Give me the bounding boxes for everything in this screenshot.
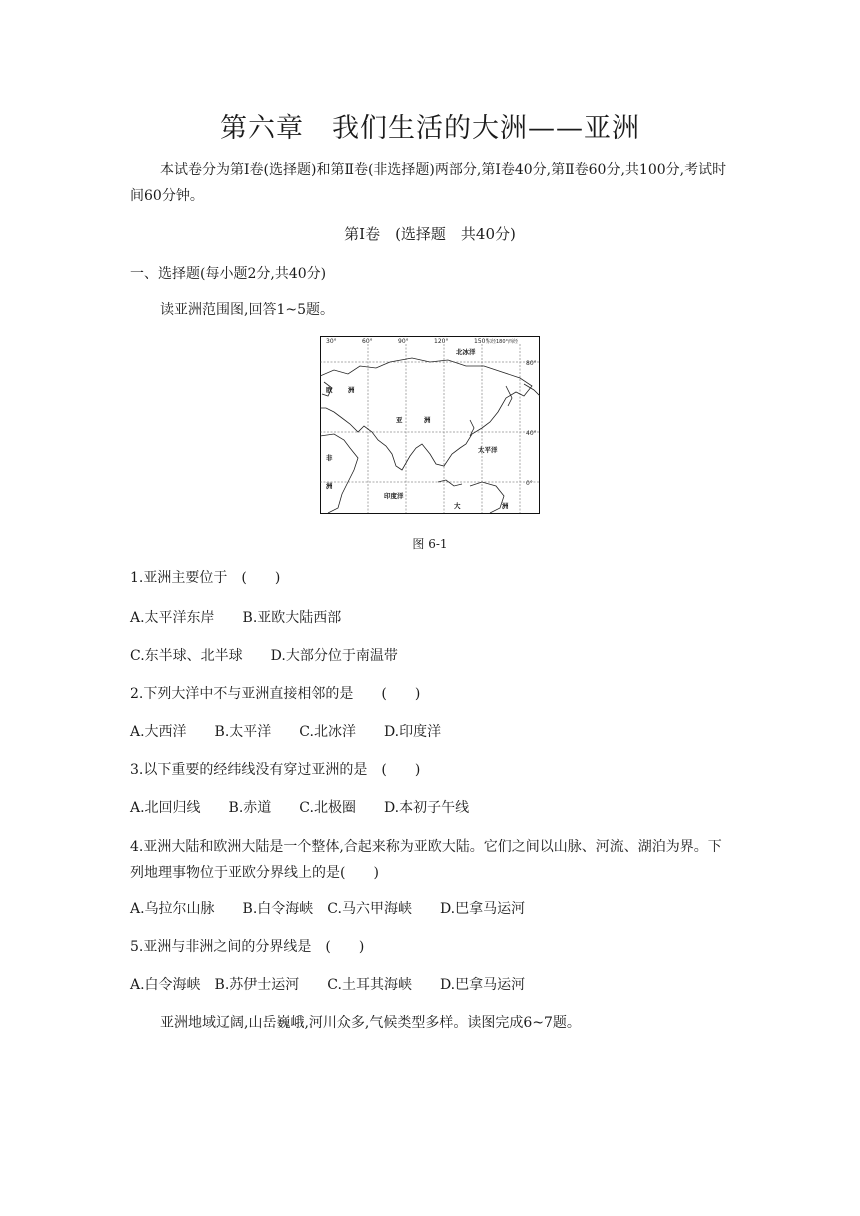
map-caption: 图 6-1 [412,537,448,551]
section-title: 第Ⅰ卷 (选择题 共40分) [344,225,516,243]
question-1-options-a: A.太平洋东岸 B.亚欧大陆西部 [130,610,342,626]
svg-text:150°: 150° [474,338,489,345]
exam-intro: 本试卷分为第Ⅰ卷(选择题)和第Ⅱ卷(非选择题)两部分,第Ⅰ卷40分,第Ⅱ卷60分,共100分,考试时间60分钟。 [130,162,727,204]
svg-text:非: 非 [326,454,333,462]
map-instruction: 读亚洲范围图,回答1~5题。 [160,302,334,318]
svg-text:洲: 洲 [348,386,355,394]
svg-text:东经180°西经: 东经180°西经 [486,339,519,345]
svg-text:90°: 90° [398,338,409,345]
svg-text:120°: 120° [434,338,449,345]
svg-text:印度洋: 印度洋 [384,492,404,500]
svg-text:洲: 洲 [502,502,509,510]
svg-text:太平洋: 太平洋 [478,446,498,454]
question-1-options-b: C.东半球、北半球 D.大部分位于南温带 [130,648,398,664]
chapter-title: 第六章 我们生活的大洲——亚洲 [220,113,640,144]
svg-text:洲: 洲 [326,482,333,490]
question-3-stem: 3.以下重要的经纬线没有穿过亚洲的是 ( ) [130,762,421,778]
question-4-stem: 4.亚洲大陆和欧洲大陆是一个整体,合起来称为亚欧大陆。它们之间以山脉、河流、湖泊为界。下列地理事物位于亚欧分界线上的是( ) [130,839,722,881]
svg-text:亚: 亚 [396,416,403,424]
svg-text:80°: 80° [526,360,537,367]
svg-text:30°: 30° [326,338,337,345]
svg-text:欧: 欧 [326,386,333,394]
svg-text:北冰洋: 北冰洋 [456,348,476,356]
question-1-stem: 1.亚洲主要位于 ( ) [130,570,281,586]
svg-text:洲: 洲 [424,416,431,424]
question-3-options: A.北回归线 B.赤道 C.北极圈 D.本初子午线 [130,800,470,816]
question-2-options: A.大西洋 B.太平洋 C.北冰洋 D.印度洋 [130,724,442,740]
asia-map [320,336,540,514]
question-4-options: A.乌拉尔山脉 B.白令海峡 C.马六甲海峡 D.巴拿马运河 [130,901,526,917]
question-2-stem: 2.下列大洋中不与亚洲直接相邻的是 ( ) [130,686,421,702]
svg-text:40°: 40° [526,430,537,437]
part-one-heading: 一、选择题(每小题2分,共40分) [130,266,327,282]
question-5-stem: 5.亚洲与非洲之间的分界线是 ( ) [130,939,365,955]
svg-text:0°: 0° [526,480,533,487]
svg-text:大: 大 [454,502,461,510]
next-instruction: 亚洲地域辽阔,山岳巍峨,河川众多,气候类型多样。读图完成6~7题。 [160,1015,581,1031]
svg-text:60°: 60° [362,338,373,345]
question-5-options: A.白令海峡 B.苏伊士运河 C.土耳其海峡 D.巴拿马运河 [130,977,526,993]
